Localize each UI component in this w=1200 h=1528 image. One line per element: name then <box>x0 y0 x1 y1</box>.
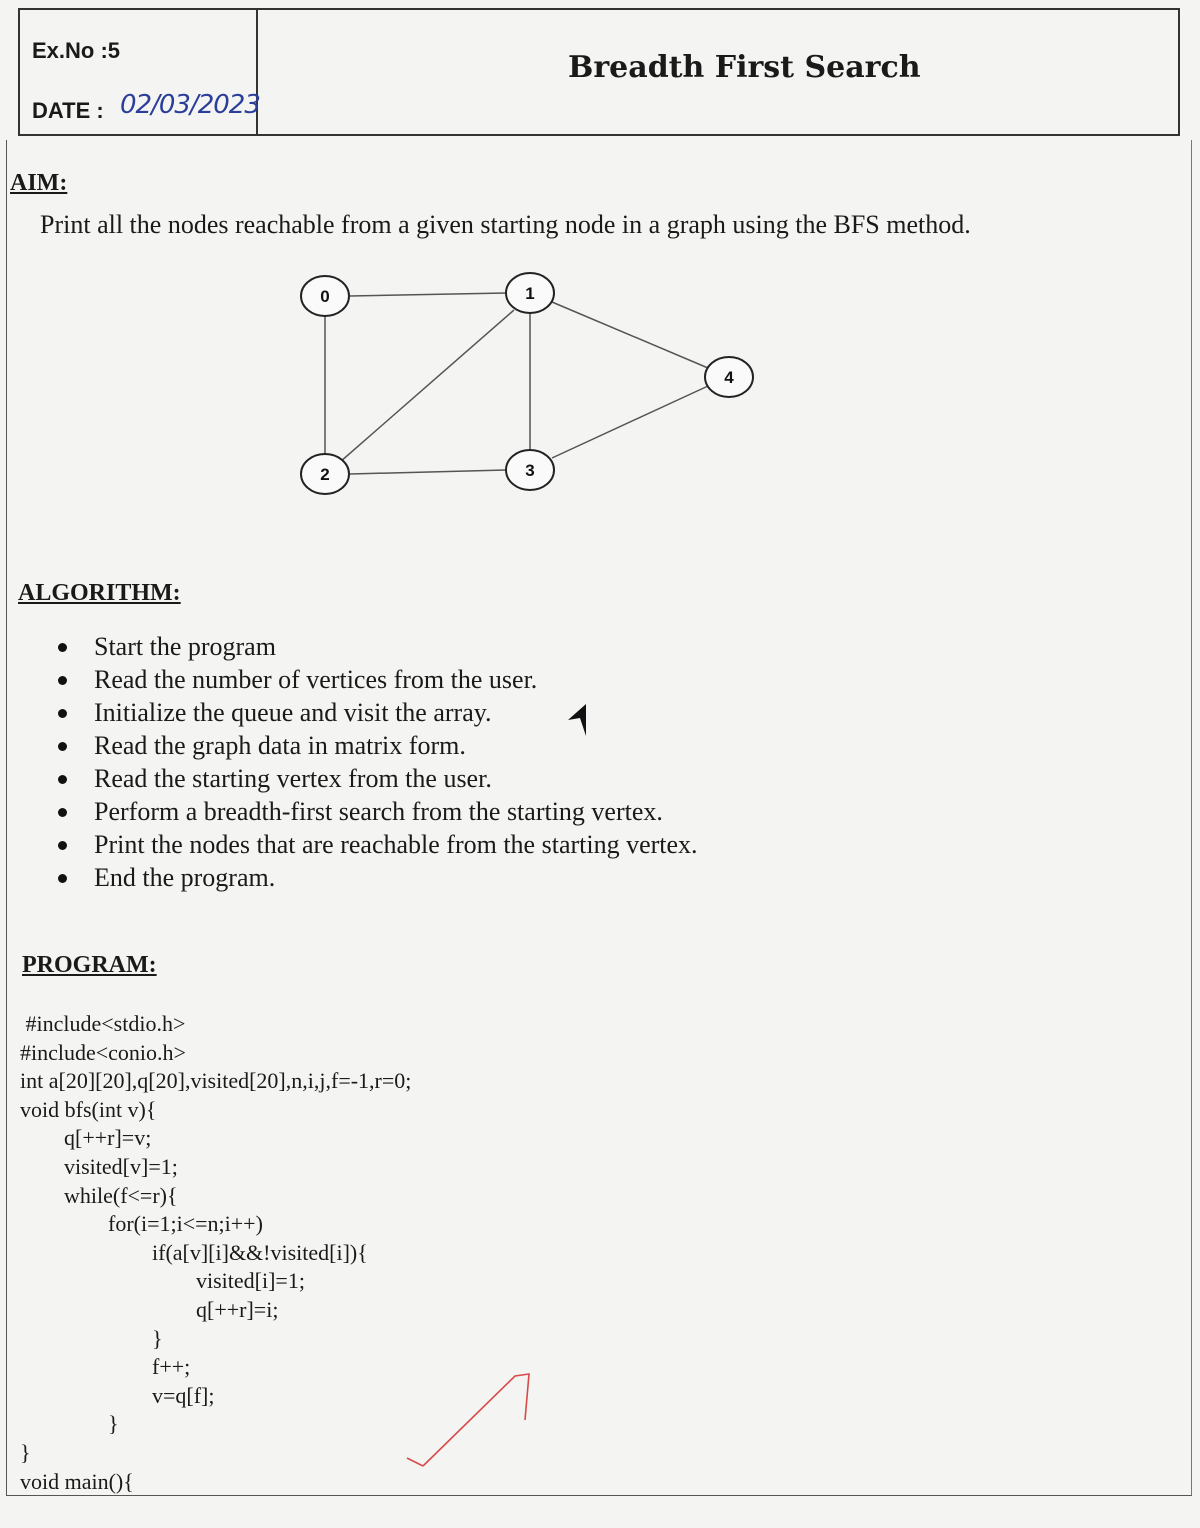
handwritten-date: 02/03/2023 <box>120 90 260 120</box>
list-item: Perform a breadth-first search from the starting vertex. <box>58 795 698 828</box>
list-item: Read the number of vertices from the user. <box>58 663 698 696</box>
algorithm-steps <box>58 630 698 894</box>
code-line: for(i=1;i<=n;i++) <box>20 1211 263 1237</box>
program-code <box>20 1010 411 1496</box>
code-line: f++; <box>20 1354 191 1380</box>
edge-1-4 <box>552 302 708 368</box>
code-line: void main(){ <box>20 1468 134 1494</box>
code-line: #include<conio.h> <box>20 1039 186 1065</box>
code-line: } <box>20 1411 119 1437</box>
list-item: Initialize the queue and visit the array. <box>58 696 698 729</box>
list-item: Start the program <box>58 630 698 663</box>
graph-node-label-1: 1 <box>525 284 535 303</box>
code-line: } <box>20 1439 31 1465</box>
page-title: Breadth First Search <box>568 50 921 85</box>
code-line: v=q[f]; <box>20 1382 215 1408</box>
aim-text: Print all the nodes reachable from a given starting node in a graph using the BFS method. <box>40 210 971 239</box>
list-item: Print the nodes that are reachable from the starting vertex. <box>58 828 698 861</box>
code-line: q[++r]=i; <box>20 1296 279 1322</box>
algorithm-heading: ALGORITHM: <box>18 580 181 606</box>
code-line: void bfs(int v){ <box>20 1096 157 1122</box>
exercise-number: Ex.No :5 <box>32 38 121 63</box>
code-line: while(f<=r){ <box>20 1182 178 1208</box>
bfs-graph-diagram <box>280 260 780 500</box>
header-box <box>18 8 1180 136</box>
graph-node-label-3: 3 <box>525 461 535 480</box>
graph-node-label-2: 2 <box>320 465 330 484</box>
graph-node-label-0: 0 <box>320 287 330 306</box>
code-line: visited[v]=1; <box>20 1153 178 1179</box>
program-heading: PROGRAM: <box>22 952 157 978</box>
code-line: } <box>20 1325 163 1351</box>
list-item: Read the graph data in matrix form. <box>58 729 698 762</box>
aim-heading: AIM: <box>10 170 68 196</box>
edge-1-2 <box>340 310 514 462</box>
edge-0-1 <box>350 293 506 296</box>
code-line: if(a[v][i]&&!visited[i]){ <box>20 1239 368 1265</box>
code-line: #include<stdio.h> <box>20 1011 186 1036</box>
code-line: q[++r]=v; <box>20 1125 152 1151</box>
graph-node-label-4: 4 <box>724 368 734 387</box>
date-label: DATE : <box>32 98 104 123</box>
edge-2-3 <box>350 470 506 474</box>
red-tick-mark-icon <box>405 1370 545 1470</box>
pointer-cursor-icon <box>566 702 590 738</box>
list-item: End the program. <box>58 861 698 894</box>
list-item: Read the starting vertex from the user. <box>58 762 698 795</box>
code-line: visited[i]=1; <box>20 1268 305 1294</box>
code-line: int a[20][20],q[20],visited[20],n,i,j,f=-1,r=0; <box>20 1068 412 1094</box>
edge-3-4 <box>552 386 708 458</box>
